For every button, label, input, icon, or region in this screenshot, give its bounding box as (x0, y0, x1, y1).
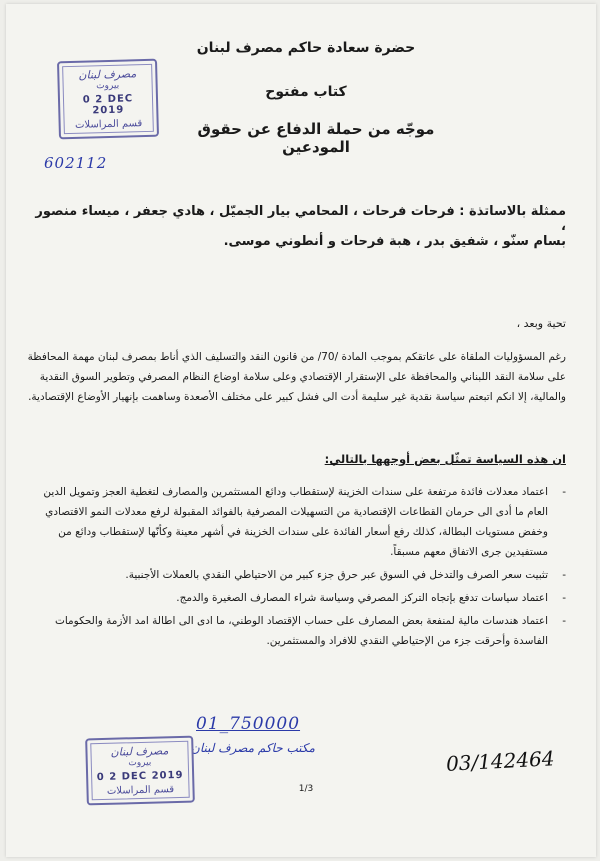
stamp-department: قسم المراسلات (74, 118, 143, 131)
list-item: - اعتماد معدلات فائدة مرتفعة على سندات الخزينة لإستقطاب ودائع المستثمرين والمصارف لتغطية العجز وتمويل الدين العام ما أدى الى حرمان القطاعات الإقتصادية من التسهيلات المصرفية بالفوائد المقبولة لرفع معدلات النمو الاقتصادي وخفض مستويات البطالة، كذلك رفع أسعار الفائدة على سندات الخزينة في أشهر معينة وكأنّها لإستقطاب ودائع من مستفيدين جرى الاتفاق معهم مسبقاً. (43, 486, 566, 558)
stamp-date: 0 2 DEC 2019 (82, 93, 134, 117)
stamp-bank-name: مصرف لبنان (110, 744, 169, 759)
representatives-line-1: ممثلة بالاساتذة : فرحات فرحات ، المحامي بيار الجميّل ، هادي جعفر ، ميساء منصور ، (35, 204, 566, 234)
policy-list (31, 482, 566, 654)
document-page (6, 4, 596, 857)
stamp-city: بيروت (96, 80, 120, 92)
stamp-bank-name: مصرف لبنان (78, 67, 137, 82)
page-number: 1/3 (298, 784, 314, 794)
list-item: - اعتماد هندسات مالية لمنفعة بعض المصارف على حساب الإقتصاد الوطني، ما ادى الى اطالة امد الأزمة والحكومات الفاسدة وأحرقت جزء من الإحتياطي النقدي للافراد والمستثمرين. (54, 615, 566, 647)
received-stamp-top (57, 59, 159, 140)
stamp-city: بيروت (128, 757, 152, 769)
stamp-date: 0 2 DEC 2019 (96, 769, 184, 784)
list-item-text: اعتماد هندسات مالية لمنفعة بعض المصارف على حساب الإقتصاد الوطني، ما ادى الى اطالة امد الأزمة والحكومات الفاسدة وأحرقت جزء من الإحتياطي النقدي للافراد والمستثمرين. (54, 615, 548, 647)
policy-heading: ان هذه السياسة تمثّل بعض أوجهها بالتالي: (324, 452, 566, 466)
handwritten-note: مكتب حاكم مصرف لبنان (191, 741, 315, 755)
received-stamp-bottom (85, 736, 195, 806)
list-item-text: اعتماد معدلات فائدة مرتفعة على سندات الخزينة لإستقطاب ودائع المستثمرين والمصارف لتغطية العجز وتمويل الدين العام ما أدى الى حرمان القطاعات الإقتصادية من التسهيلات المصرفية بالفوائد المقبولة لرفع معدلات النمو الاقتصادي وخفض مستويات البطالة، كذلك رفع أسعار الفائدة على سندات الخزينة في أشهر معينة وكأنّها لإستقطاب ودائع من مستفيدين جرى الاتفاق معهم مسبقاً. (43, 486, 548, 558)
letter-subject: موجّه من حملة الدفاع عن حقوق المودعين (197, 120, 435, 156)
addressee-line: حضرة سعادة حاكم مصرف لبنان (196, 40, 416, 56)
list-item-text: تثبيت سعر الصرف والتدخل في السوق عبر حرق جزء كبير من الاحتياطي النقدي بالعملات الأجنبية. (125, 569, 548, 581)
handwritten-amount: 01_750000 (196, 714, 301, 734)
list-item: - تثبيت سعر الصرف والتدخل في السوق عبر حرق جزء كبير من الاحتياطي النقدي بالعملات الأجنبية. (125, 569, 566, 581)
stamp-department: قسم المراسلات (106, 784, 175, 797)
greeting: تحية وبعد ، (516, 317, 566, 330)
handwritten-reference-number-2: 03/142464 (445, 746, 556, 776)
letter-type: كتاب مفتوح (265, 84, 347, 100)
body-paragraph: رغم المسؤوليات الملقاة على عاتقكم بموجب المادة /70/ من قانون النقد والتسليف الذي أناط بمصرف لبنان مهمة المحافظة على سلامة النقد اللبناني والمحافظة على الإستقرار الإقتصادي وعلى سلامة اوضاع النظام المصرفي وتطوير السوق النقدية والمالية، إلا انكم اتبعتم سياسة نقدية غير سليمة أدت الى فشل كبير على مختلف الأصعدة وساهمت بإنهيار الأوضاع الإقتصادية. (27, 351, 566, 403)
representatives-line-2: بسام سنّو ، شفيق بدر ، هبة فرحات و أنطوني موسى. (223, 234, 566, 249)
list-item: - اعتماد سياسات تدفع بإتجاه التركز المصرفي وسياسة شراء المصارف الصغيرة والدمج. (176, 592, 566, 604)
list-item-text: اعتماد سياسات تدفع بإتجاه التركز المصرفي وسياسة شراء المصارف الصغيرة والدمج. (176, 592, 548, 604)
handwritten-reference-number: 602112 (44, 154, 108, 172)
